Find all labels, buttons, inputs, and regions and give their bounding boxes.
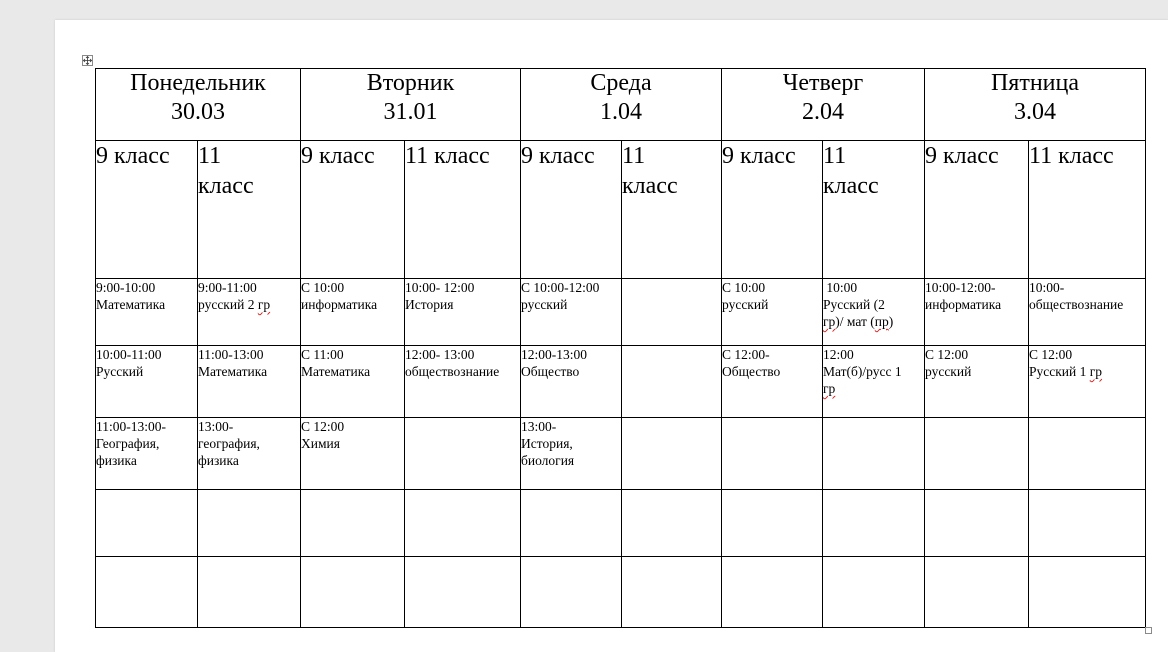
lesson-subject: русский	[521, 297, 568, 312]
schedule-table[interactable]	[95, 68, 1146, 628]
day-date: 30.03	[171, 99, 225, 125]
lesson-subject: русский	[925, 364, 972, 379]
lesson-time: С 12:00	[1029, 347, 1073, 362]
lesson-subject: русский	[722, 297, 769, 312]
cell-thu-9-slot3[interactable]	[722, 418, 823, 490]
day-date: 31.01	[383, 99, 438, 125]
cell-fri-11-slot2[interactable]	[1029, 346, 1146, 418]
lesson-time: 11:00-13:00	[198, 347, 264, 362]
class-header-fri-11[interactable]	[1029, 141, 1146, 279]
lesson-subject: биология	[521, 453, 575, 468]
day-header-monday[interactable]	[96, 69, 301, 141]
lesson-subject-text: русский 2	[198, 297, 258, 312]
document-page	[55, 20, 1168, 652]
lesson-time: С 10:00-12:00	[521, 280, 600, 295]
lesson-time: 10:00-	[1029, 280, 1065, 295]
cell-empty[interactable]	[521, 557, 622, 628]
lesson-subject-text: )/ мат (	[835, 314, 875, 329]
spellcheck-word: гр	[823, 314, 836, 329]
move-arrows-icon	[83, 56, 92, 65]
cell-wed-9-slot3[interactable]	[521, 418, 622, 490]
lesson-subject: обществознание	[405, 364, 500, 379]
lesson-time: 9:00-11:00	[198, 280, 257, 295]
cell-empty[interactable]	[722, 490, 823, 557]
cell-empty[interactable]	[521, 490, 622, 557]
cell-empty[interactable]	[1029, 490, 1146, 557]
cell-mon-11-slot1[interactable]	[198, 279, 301, 346]
cell-wed-11-slot1[interactable]	[622, 279, 722, 346]
cell-empty[interactable]	[1029, 557, 1146, 628]
class-label: 11	[198, 143, 222, 169]
class-label: класс	[622, 173, 678, 199]
lesson-subject: История	[405, 297, 454, 312]
cell-empty[interactable]	[925, 557, 1029, 628]
lesson-subject: Математика	[96, 297, 166, 312]
cell-empty[interactable]	[198, 557, 301, 628]
cell-mon-11-slot2[interactable]	[198, 346, 301, 418]
lesson-subject: География,	[96, 436, 160, 451]
lesson-time: С 11:00	[301, 347, 344, 362]
lesson-time: 12:00	[823, 347, 854, 362]
lesson-time: С 10:00	[301, 280, 345, 295]
cell-empty[interactable]	[96, 490, 198, 557]
class-header-wed-9[interactable]	[521, 141, 622, 279]
cell-fri-11-slot3[interactable]	[1029, 418, 1146, 490]
lesson-time: 12:00-13:00	[521, 347, 587, 362]
lesson-subject	[1029, 363, 1145, 380]
cell-mon-9-slot2[interactable]	[96, 346, 198, 418]
class-label: класс	[198, 173, 254, 199]
day-header-friday[interactable]	[925, 69, 1146, 141]
lesson-time: 10:00-12:00-	[925, 280, 996, 295]
lesson-subject: физика	[198, 453, 239, 468]
lesson-row-3	[96, 418, 1146, 490]
cell-empty[interactable]	[405, 557, 521, 628]
class-label: класс	[823, 173, 879, 199]
lesson-subject: Общество	[521, 364, 580, 379]
cell-wed-11-slot3[interactable]	[622, 418, 722, 490]
lesson-subject: Мат(б)/русс 1	[823, 364, 902, 379]
day-name: Вторник	[366, 70, 455, 96]
lesson-subject-cont	[823, 313, 924, 330]
cell-empty[interactable]	[622, 557, 722, 628]
lesson-subject-text: Русский 1	[1029, 364, 1090, 379]
lesson-row-5	[96, 557, 1146, 628]
class-label: 11	[823, 143, 847, 169]
cell-thu-9-slot2[interactable]	[722, 346, 823, 418]
cell-thu-11-slot1[interactable]	[823, 279, 925, 346]
class-header-tue-11[interactable]	[405, 141, 521, 279]
cell-empty[interactable]	[823, 490, 925, 557]
lesson-row-2	[96, 346, 1146, 418]
class-header-fri-9[interactable]	[925, 141, 1029, 279]
cell-tue-11-slot2[interactable]	[405, 346, 521, 418]
class-header-mon-9[interactable]	[96, 141, 198, 279]
cell-empty[interactable]	[198, 490, 301, 557]
lesson-subject: Общество	[722, 364, 781, 379]
day-name: Среда	[590, 70, 652, 96]
day-date: 2.04	[802, 99, 844, 125]
day-date: 3.04	[1014, 99, 1056, 125]
class-header-thu-11[interactable]	[823, 141, 925, 279]
lesson-subject: информатика	[925, 297, 1002, 312]
cell-empty[interactable]	[823, 557, 925, 628]
lesson-time: 9:00-10:00	[96, 280, 156, 295]
cell-thu-9-slot1[interactable]	[722, 279, 823, 346]
cell-tue-11-slot3[interactable]	[405, 418, 521, 490]
class-label: 9 класс	[96, 143, 170, 169]
table-resize-handle[interactable]	[1145, 627, 1152, 634]
cell-empty[interactable]	[301, 557, 405, 628]
spellcheck-word: пр	[874, 314, 889, 329]
lesson-subject	[198, 296, 300, 313]
lesson-time: 13:00-	[198, 419, 234, 434]
cell-wed-11-slot2[interactable]	[622, 346, 722, 418]
spellcheck-word: гр	[823, 381, 836, 396]
spellcheck-word: гр	[1089, 364, 1103, 379]
lesson-subject-text: )	[888, 314, 894, 329]
spellcheck-word: гр	[257, 297, 271, 312]
cell-wed-9-slot2[interactable]	[521, 346, 622, 418]
lesson-time: 13:00-	[521, 419, 557, 434]
lesson-time: С 12:00	[925, 347, 969, 362]
class-label: 11 класс	[1029, 143, 1114, 169]
cell-fri-9-slot1[interactable]	[925, 279, 1029, 346]
lesson-time: 11:00-13:00-	[96, 419, 166, 434]
cell-empty[interactable]	[925, 490, 1029, 557]
cell-wed-9-slot1[interactable]	[521, 279, 622, 346]
lesson-time: С 10:00	[722, 280, 766, 295]
day-date: 1.04	[600, 99, 642, 125]
day-header-thursday[interactable]	[722, 69, 925, 141]
cell-tue-11-slot1[interactable]	[405, 279, 521, 346]
lesson-subject: обществознание	[1029, 297, 1124, 312]
cell-tue-9-slot2[interactable]	[301, 346, 405, 418]
class-header-row	[96, 141, 1146, 279]
lesson-time: 12:00- 13:00	[405, 347, 475, 362]
lesson-subject: Русский	[96, 364, 144, 379]
table-move-handle[interactable]	[82, 55, 93, 66]
lesson-subject: Математика	[198, 364, 268, 379]
class-header-thu-9[interactable]	[722, 141, 823, 279]
cell-thu-11-slot2[interactable]	[823, 346, 925, 418]
lesson-row-1	[96, 279, 1146, 346]
cell-tue-9-slot1[interactable]	[301, 279, 405, 346]
lesson-time: 10:00-11:00	[96, 347, 162, 362]
lesson-time: С 12:00	[301, 419, 345, 434]
cell-fri-9-slot2[interactable]	[925, 346, 1029, 418]
cell-fri-9-slot3[interactable]	[925, 418, 1029, 490]
day-name: Четверг	[782, 70, 864, 96]
lesson-subject: информатика	[301, 297, 378, 312]
lesson-time: С 12:00-	[722, 347, 770, 362]
class-header-tue-9[interactable]	[301, 141, 405, 279]
class-label: 11	[622, 143, 646, 169]
day-header-wednesday[interactable]	[521, 69, 722, 141]
day-header-tuesday[interactable]	[301, 69, 521, 141]
lesson-row-4	[96, 490, 1146, 557]
cell-empty[interactable]	[301, 490, 405, 557]
class-label: 9 класс	[521, 143, 595, 169]
day-name: Пятница	[990, 70, 1080, 96]
class-label: 9 класс	[722, 143, 796, 169]
lesson-subject: Математика	[301, 364, 371, 379]
lesson-subject: Русский (2	[823, 297, 885, 312]
class-header-wed-11[interactable]	[622, 141, 722, 279]
cell-mon-11-slot3[interactable]	[198, 418, 301, 490]
lesson-time: 10:00- 12:00	[405, 280, 475, 295]
cell-mon-9-slot1[interactable]	[96, 279, 198, 346]
lesson-subject: Химия	[301, 436, 340, 451]
cell-tue-9-slot3[interactable]	[301, 418, 405, 490]
lesson-subject: география,	[198, 436, 260, 451]
cell-empty[interactable]	[405, 490, 521, 557]
lesson-subject-cont	[823, 380, 924, 397]
day-header-row	[96, 69, 1146, 141]
class-label: 9 класс	[925, 143, 999, 169]
cell-mon-9-slot3[interactable]	[96, 418, 198, 490]
day-name: Понедельник	[130, 70, 266, 96]
lesson-subject: История,	[521, 436, 573, 451]
lesson-subject: физика	[96, 453, 137, 468]
lesson-time: 10:00	[823, 280, 858, 295]
cell-empty[interactable]	[722, 557, 823, 628]
cell-thu-11-slot3[interactable]	[823, 418, 925, 490]
class-label: 11 класс	[405, 143, 490, 169]
cell-fri-11-slot1[interactable]	[1029, 279, 1146, 346]
cell-empty[interactable]	[622, 490, 722, 557]
class-header-mon-11[interactable]	[198, 141, 301, 279]
class-label: 9 класс	[301, 143, 375, 169]
cell-empty[interactable]	[96, 557, 198, 628]
